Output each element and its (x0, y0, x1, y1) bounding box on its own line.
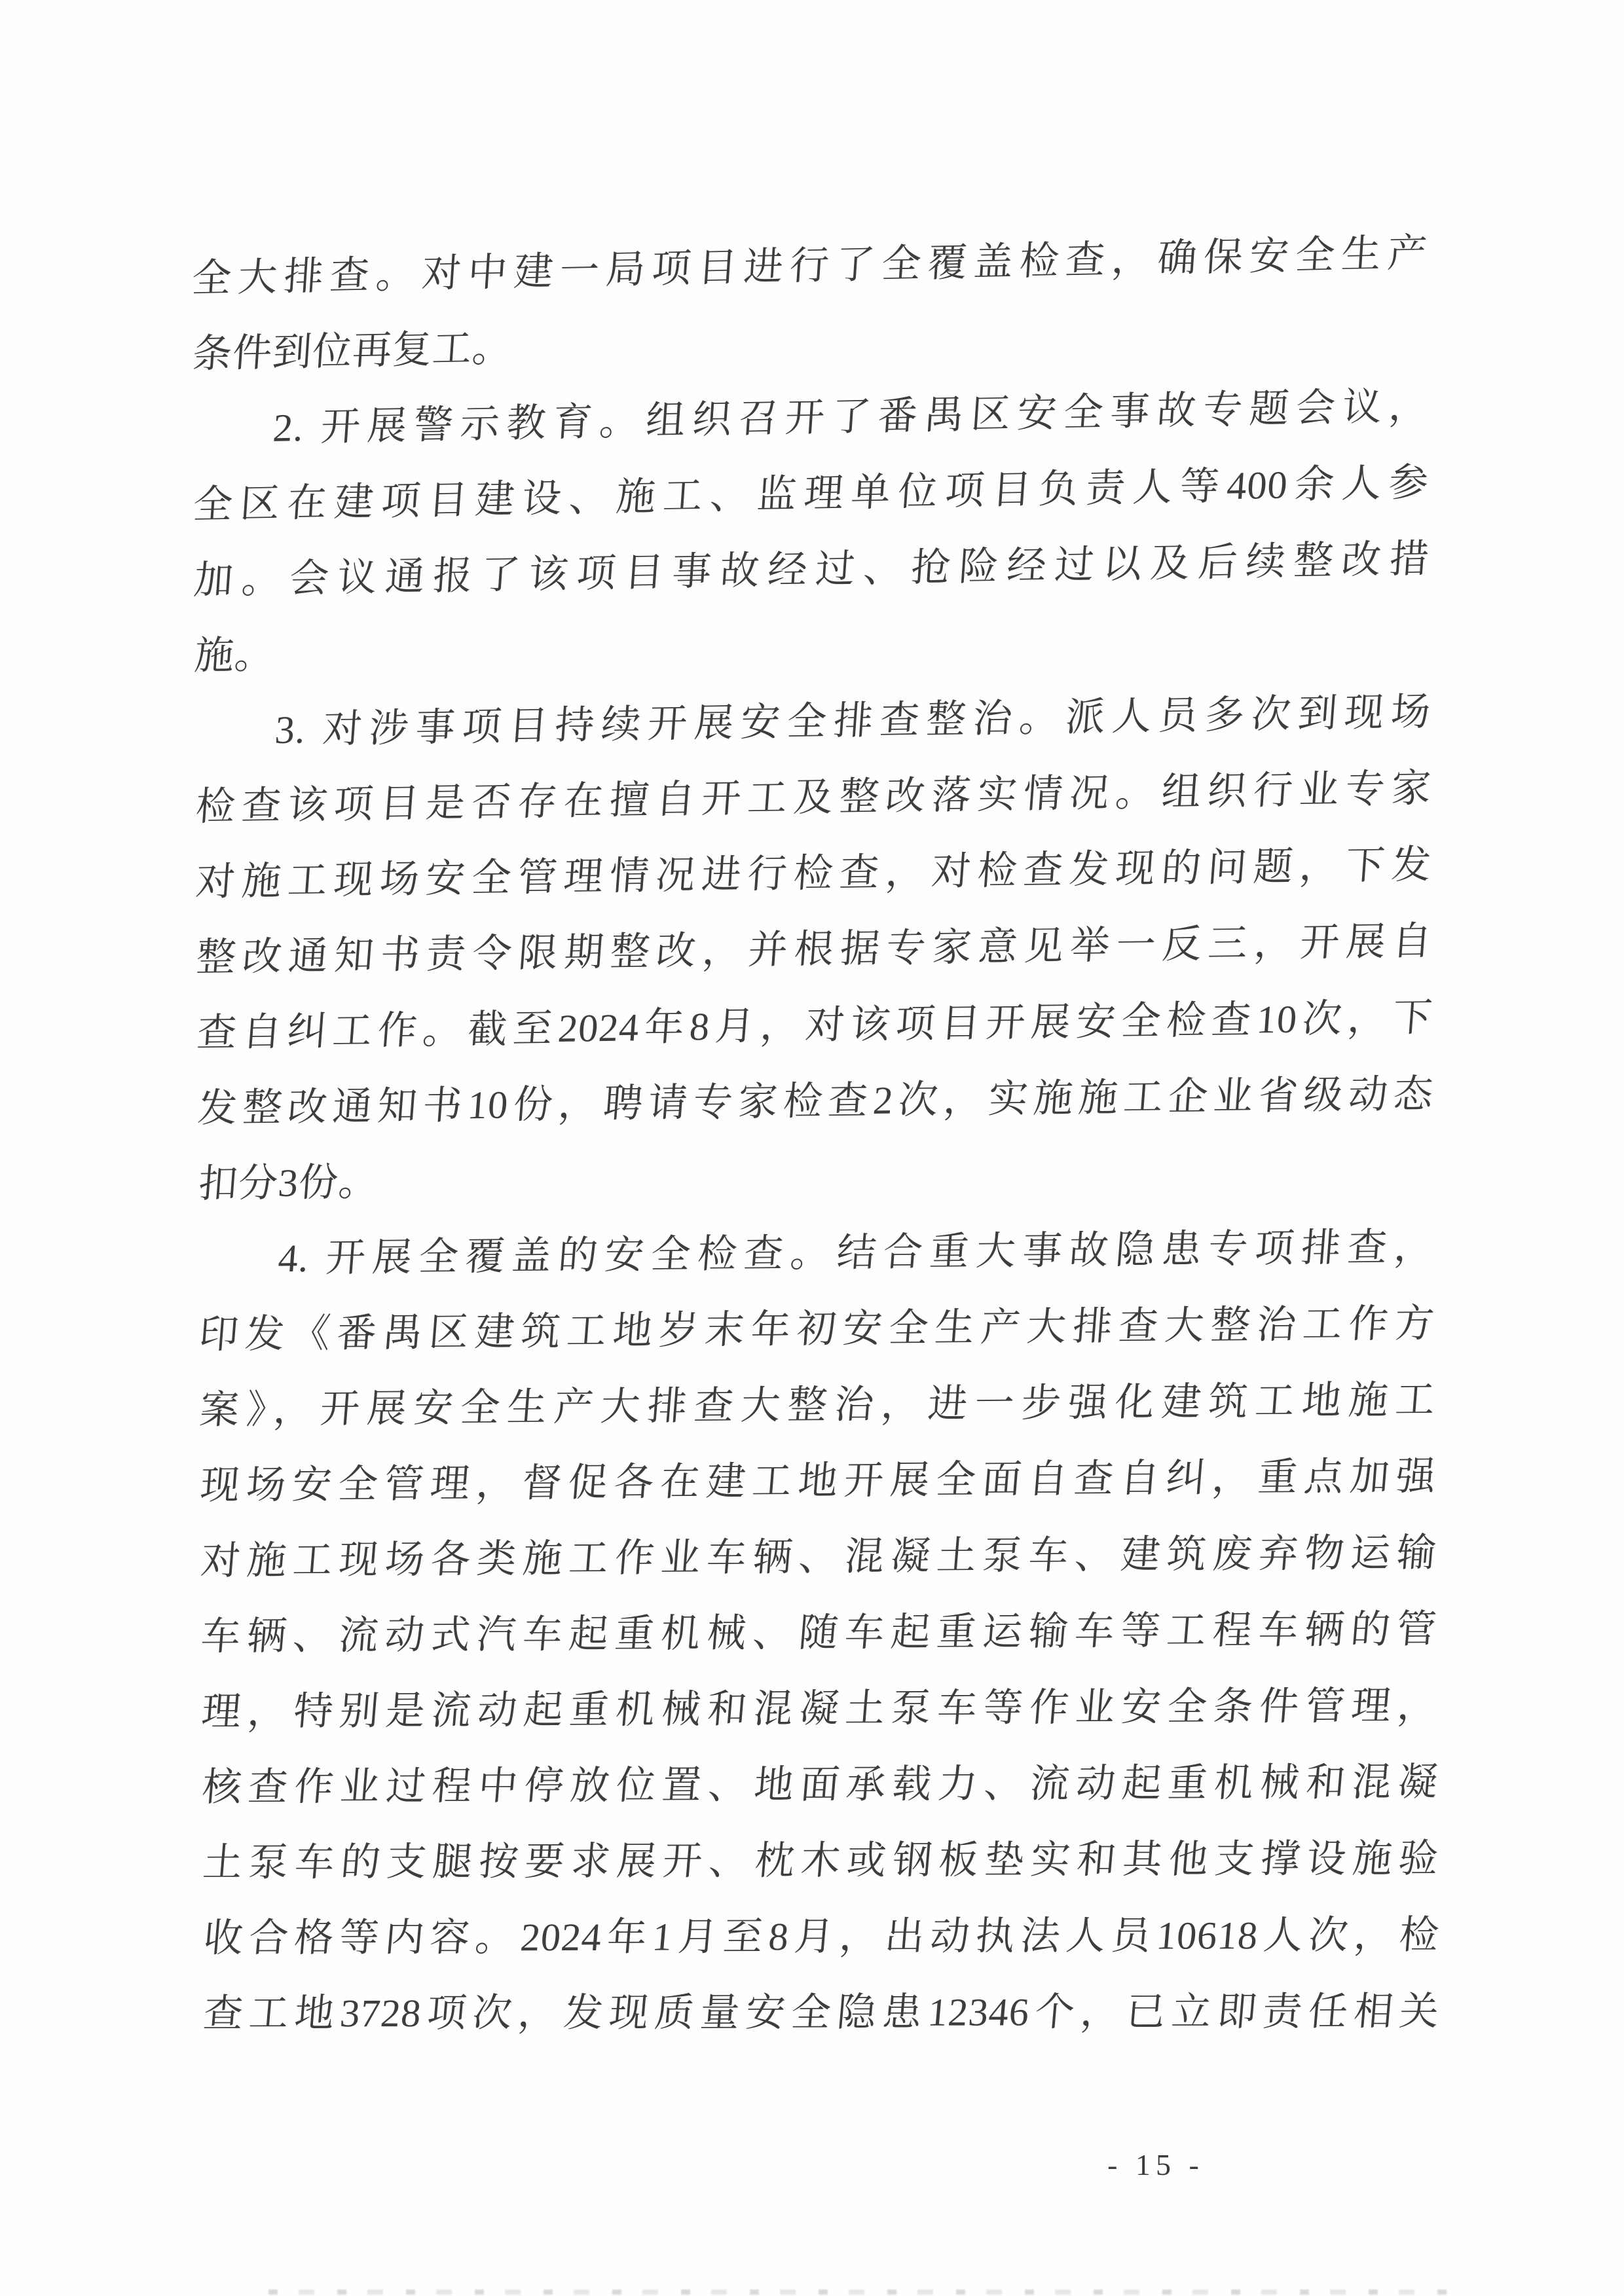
text-line: 施。 (193, 632, 276, 678)
text-line: 查自纠工作。截至2024年8月，对该项目开展安全检查10次，下 (195, 996, 1435, 1055)
text-line: 对施工现场各类施工作业车辆、混凝土泵车、建筑废弃物运输 (198, 1531, 1439, 1583)
text-line: 加。会议通报了该项目事故经过、抢险经过以及后续整改措 (193, 537, 1431, 602)
text-line: 查工地3728项次，发现质量安全隐患12346个，已立即责任相关 (202, 1990, 1442, 2035)
document-body (191, 228, 1442, 2050)
text-line: 发整改通知书10份，聘请专家检查2次，实施施工企业省级动态 (196, 1072, 1435, 1131)
text-line: 2. 开展警示教育。组织召开了番禺区安全事故专题会议， (271, 384, 1430, 450)
text-line: 案》，开展安全生产大排查大整治，进一步强化建筑工地施工 (198, 1378, 1437, 1432)
text-line: 收合格等内容。2024年1月至8月，出动执法人员10618人次，检 (201, 1913, 1441, 1960)
page-number: - 15 - (1107, 2148, 1204, 2181)
text-line: 全区在建项目建设、施工、监理单位项目负责人等400余人参 (192, 460, 1431, 527)
text-line: 整改通知书责令限期整改，并根据专家意见举一反三，开展自 (194, 919, 1434, 979)
text-line: 车辆、流动式汽车起重机械、随车起重运输车等工程车辆的管 (199, 1607, 1439, 1658)
text-line: 现场安全管理，督促各在建工地开展全面自查自纠，重点加强 (198, 1454, 1438, 1508)
text-line: 3. 对涉事项目持续开展安全排查整治。派人员多次到现场 (273, 689, 1433, 752)
text-line: 条件到位再复工。 (191, 326, 514, 376)
text-line: 4. 开展全覆盖的安全检查。结合重大事故隐患专项排查， (276, 1225, 1436, 1281)
text-line: 对施工现场安全管理情况进行检查，对检查发现的问题，下发 (194, 843, 1433, 904)
text-line: 检查该项目是否存在擅自开工及整改落实情况。组织行业专家 (194, 766, 1433, 829)
text-line: 理，特别是流动起重机械和混凝土泵车等作业安全条件管理， (200, 1684, 1439, 1734)
text-line: 全大排查。对中建一局项目进行了全覆盖检查，确保安全生产 (191, 231, 1429, 301)
text-line: 印发《番禺区建筑工地岁末年初安全生产大排查大整治工作方 (197, 1302, 1437, 1357)
text-line: 扣分3份。 (196, 1160, 380, 1206)
text-line: 土泵车的支腿按要求展开、枕木或钢板垫实和其他支撑设施验 (201, 1836, 1441, 1885)
scan-edge-artifact (268, 2289, 1460, 2295)
text-line: 核查作业过程中停放位置、地面承载力、流动起重机械和混凝 (200, 1760, 1440, 1810)
